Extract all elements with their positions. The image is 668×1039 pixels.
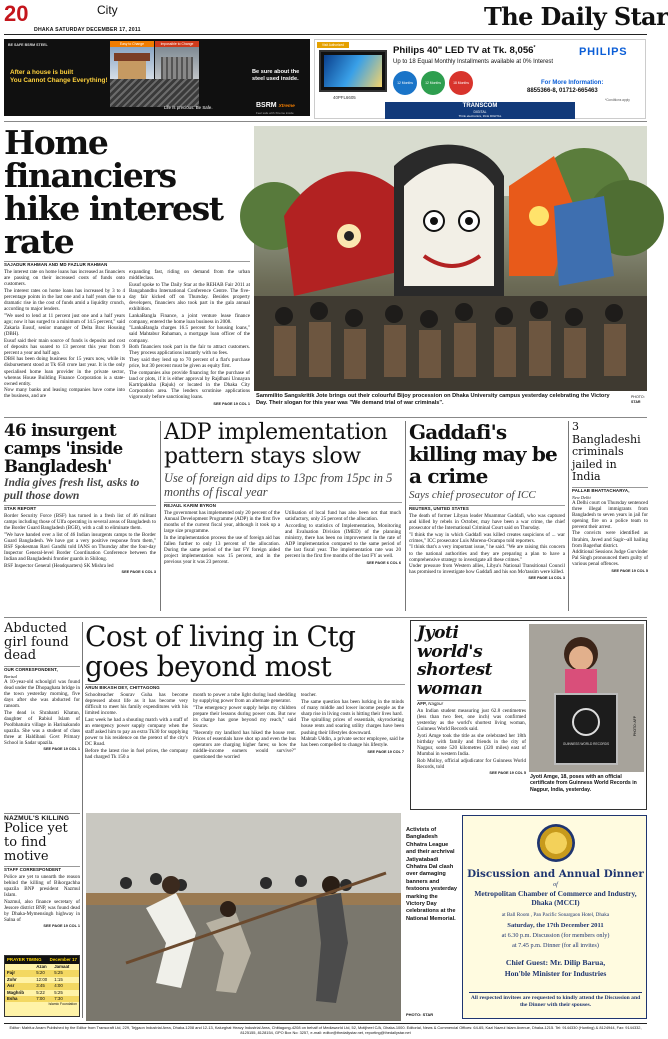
bsrm-brand: BSRM Xtreme	[256, 102, 295, 109]
paragraph: "I think that's a very important issue," he said. "We are raising this concern to the national authorities and they are preparing a plan to have a comprehensive strategy to investigate all these crimes."	[409, 544, 565, 563]
philips-badge: Visit Authorized	[317, 42, 349, 48]
insurgent-headline[interactable]: 46 insurgent camps 'inside Bangladesh'	[4, 420, 123, 476]
paragraph: Border Security Force (BSF) has turned in a fresh list of 46 militant camps including those of Ulfa operating in several areas of Bangladesh to the Border Guard Bangladesh (BGB), with a call to eliminate them.	[4, 513, 156, 532]
ctg-col-1	[85, 692, 188, 761]
mcci-guest: Chief Guest: Mr. Dilip Barua,	[505, 958, 606, 967]
police-text	[4, 874, 80, 923]
police-byline: STAFF CORRESPONDENT	[4, 866, 80, 873]
page-number: 20	[4, 1, 29, 26]
table-cell: 1:15	[54, 976, 63, 982]
philips-tv-image	[319, 50, 387, 92]
mcci-ad[interactable]	[462, 815, 647, 1019]
jyoti-photo	[529, 624, 644, 772]
paragraph: An Indian student measuring just 62.8 centimetres (less than two feet, one inch) was confirmed yesterday as the world's shortest living woman, Guinness World Records said.	[417, 708, 526, 733]
table-cell: Zohr	[7, 976, 17, 982]
paragraph: The death of former Libyan leader Muammar Gaddafi, who was captured and killed by rebels in October, may have been a war crime, the chief prosecutor of the International Criminal Court said on Thursday.	[409, 513, 565, 532]
ctg-byline: ARUN BIKASH DEY, CHITTAGONG	[85, 684, 405, 691]
abducted-dateline: Barisal	[4, 673, 17, 679]
tenure-badge: 12 Months	[421, 71, 445, 95]
paragraph: Eusuf spoke to The Daily Star at the REHAB Fair 2011 at Bangabandhu International Conference Centre. The five-day fair kicked off on Thursday. Besides property developers, financiers also took part in the gala annual exhibition.	[129, 281, 250, 313]
mcci-guest-role: Hon'ble Minister for Industries	[504, 969, 607, 978]
mcci-time-1: at 6.30 p.m. Discussion (for members only)	[501, 932, 610, 939]
jump-link[interactable]: SEE PAGE 6 COL 3	[121, 569, 156, 574]
paragraph: "Recently my landlord has hiked the house rent. Prices of essentials have shot up and even the bus operators are charging higher fares; so how the middle-income earners would survive?" questioned the worried	[193, 729, 296, 760]
paragraph: Schoolteacher Sourav Guha has become depressed about life as it has become very difficult to meet his family expenditures with his limited income.	[85, 692, 188, 717]
paragraph: Under pressure from Western allies, Libya's National Transitional Council has promised to investigate how Gaddafi and his son Mo'tassim were killed.	[409, 563, 565, 576]
table-cell: 5:20	[36, 970, 45, 976]
police-story	[4, 815, 80, 951]
gaddafi-story	[409, 421, 565, 616]
insurgent-story	[4, 421, 156, 616]
prayer-header	[5, 956, 79, 964]
table-cell: Esha	[7, 996, 18, 1002]
mcci-note: All respected invitees are requested to kindly attend the Discussion and the Dinner with their spouses.	[469, 992, 642, 1009]
section-rule-1	[4, 417, 647, 418]
paragraph: Last week he had a shouting match with a staff of an emergency power supply company when the staff asked him to pay an extra Tk30 for supplying power to his residence on the pretext of the city's DC Road.	[85, 716, 188, 748]
certificate-label: GUINNESS WORLD RECORDS	[562, 742, 610, 746]
transcom-sub: DIGITAL	[473, 110, 487, 114]
paragraph: According to statistics of Implementation, Monitoring and Evaluation Division (IMED) of the planning ministry, there has been no improvement in the rate of ADP implementation compared to the same period of the last fiscal year. The implementation rate was 20 percent in the first five months of the last FY as well.	[285, 522, 401, 560]
paragraph: "LankaBangla charges 16.5 percent for housing loans," said Mahtabur Rahaman, a mortgage loan officer of the company.	[129, 325, 250, 344]
jump-link[interactable]: SEE PAGE 19 COL 5	[611, 568, 648, 573]
ctg-headline[interactable]: Cost of living in Ctg goes beyond most	[85, 620, 356, 683]
table-cell: 5:25	[54, 989, 63, 995]
table-cell: 12:00	[36, 976, 48, 982]
paragraph: BSF Inspector General (Headquarters) SK Mishra led	[4, 562, 114, 569]
paragraph: Before the latest rise in fuel prices, the company had charged Tk 150 a	[85, 747, 188, 760]
jump-link[interactable]: SEE PAGE 19 COL 1	[43, 924, 80, 929]
jyoti-text	[417, 708, 526, 770]
tenure-badge: 18 Months	[449, 71, 473, 95]
column-rule-short	[4, 813, 80, 814]
mcci-of: of	[553, 882, 558, 888]
adp-col-1	[164, 510, 280, 566]
table-cell: Maghrib	[7, 989, 25, 995]
paragraph: The interest rates on home loans has increased by 3 to 4 percentage points in the last one and a half years due to a dramatic rise in the cost of funds amid a liquidity crunch, according to major lenders.	[4, 287, 125, 313]
paragraph: teacher.	[301, 692, 317, 698]
mcci-title: Discussion and Annual Dinner	[467, 868, 644, 880]
gaddafi-text	[409, 513, 565, 575]
police-kicker: NAZMUL'S KILLING	[4, 815, 70, 822]
jailed-story	[572, 421, 648, 616]
bsrm-house-easy	[110, 47, 154, 79]
jyoti-headline[interactable]: Jyoti world's shortest woman	[417, 623, 493, 699]
bsrm-house-hard	[155, 47, 199, 79]
bsrm-footer: Feel safe with Xtreme inside	[256, 111, 294, 115]
table-cell: Fajr	[7, 970, 16, 976]
adp-story	[164, 421, 402, 616]
lead-col-2	[129, 269, 250, 407]
table-cell: 7:00	[36, 996, 45, 1002]
mcci-time-2: at 7.45 p.m. Dinner (for all invites)	[512, 942, 599, 949]
paragraph: Now many banks and leasing companies have come into the business, and are	[4, 387, 125, 400]
prayer-timing-box	[4, 955, 80, 1017]
prayer-footnote: Islamic Foundation	[48, 1002, 77, 1007]
police-headline[interactable]: Police yet to find motive	[4, 821, 68, 864]
insurgent-deck: India gives fresh list, asks to pull those down	[4, 476, 140, 502]
paragraph: LankaBangla Finance, a joint venture lease finance company, entered the home loan business in 2008.	[129, 312, 250, 325]
gaddafi-deck: Says chief prosecutor of ICC	[409, 489, 536, 501]
jailed-headline[interactable]: 3 Bangladeshi criminals jailed in India	[572, 420, 641, 483]
abducted-byline: OUR CORRESPONDENT,	[4, 666, 80, 673]
paragraph: Jyoti Amge took the title as she celebrated her 18th birthday with family and friends in the city of Nagpur, some 520 kilometres (320 miles) east of Mumbai in western India.	[417, 732, 526, 758]
adp-headline[interactable]: ADP implementation pattern stays slow	[164, 420, 388, 469]
gaddafi-headline[interactable]: Gaddafi's killing may be a crime	[409, 420, 557, 488]
paragraph: DBH has been doing business for 15 years now, while its disbursement stood at Tk 650 crore last year. It is the only specialised home loan provider in the private sector, whereas House Building Finance Corporation is a state-owned entity.	[4, 356, 125, 387]
paragraph: Mahtab Uddin, a private sector employee, said he has been compelled to change his lifestyle.	[301, 736, 404, 749]
imprint-footer: Editor: Mahfuz Anam Published by the Editor from Transcraft Ltd, 229, Tejgaon Industrial Area, Dhaka-1208 and 12-13, Kalurghat Heavy Industrial Area, Chittagong-4208 on behalf of Mediaworld Ltd, 52, Motijheel C/A, Dhaka-1000. Editorial, News & Commercial Offices: 64-65, Kazi Nazrul Islam Avenue, Dhaka-1215. Tel: 9144330 (Hunting) & 8124944, Fax: 9144332, 8125155, 8128154, GPO Box No: 3257, e-mail: editor@thedailystar.net, reporting@thedailystar.net	[9, 1025, 642, 1035]
abducted-headline[interactable]: Abducted girl found dead	[4, 621, 69, 664]
paragraph: Additional Sessions Judge Gurvinder Pal Singh pronounced them guilty of various penal offences.	[572, 549, 648, 568]
philips-footnote: *Conditions apply	[605, 98, 630, 102]
footer-rule	[4, 1023, 647, 1024]
jailed-text	[572, 500, 648, 568]
lead-byline: SAJADUR RAHMAN AND MD FAZLUR RAHMAN	[4, 261, 250, 268]
paragraph: A 10-year-old schoolgirl was found dead under the Dhopaghata bridge in the town yesterday morning, five days after she was abducted for ransom.	[4, 678, 80, 710]
bsrm-steel-text: Be sure about the steel used inside.	[252, 69, 300, 82]
philips-tenure-list	[393, 71, 505, 99]
masthead	[0, 0, 668, 40]
jump-link[interactable]: SEE PAGE 6 COL 6	[366, 561, 401, 566]
bsrm-strip-hard: Impossible to Change	[155, 41, 199, 47]
transcom-logo: TRANSCOM	[462, 103, 498, 109]
section-rule-2	[4, 617, 647, 618]
paragraph: Eusuf said their main source of funds is deposits and cost of deposits has soared to 13 percent this year from 9 percent a year and half ago.	[4, 337, 125, 356]
bsrm-ad[interactable]	[4, 39, 310, 116]
philips-phones[interactable]: 8855366-8, 01712-665463	[527, 88, 598, 94]
dateline: DHAKA SATURDAY DECEMBER 17, 2011	[34, 27, 141, 33]
philips-info-label: For More Information:	[541, 80, 604, 86]
column-rule	[405, 421, 406, 611]
masthead-rule	[4, 34, 647, 35]
clash-credit: PHOTO: STAR	[406, 1012, 434, 1017]
paragraph: Both financiers took part in the fair to attract customers. They process applications instantly with no fees.	[129, 344, 250, 357]
procession-caption: Sammilito Sangskritik Jote brings out their colourful Bijoy procession on Dhaka University campus yesterday celebrating the Victory Day. Their slogan for this year was "We demand trial of war criminals".	[256, 393, 610, 406]
paragraph: Nazmul, also finance secretary of Jessore district BNP, was found dead by Dhaka-Mymensingh highway in Salna of	[4, 898, 80, 924]
transcom-bar	[385, 102, 575, 119]
ads-divider	[4, 121, 647, 122]
paper-logo: The Daily Star	[484, 2, 668, 31]
paragraph: Rob Molloy, official adjudicator for Guinness World Records, told	[417, 757, 526, 770]
jailed-dateline: New Delhi	[572, 494, 591, 500]
insurgent-text	[4, 513, 156, 569]
paragraph: Utilisation of local fund has also been not that much satisfactory, only 25 percent of the allocation.	[285, 510, 401, 523]
mcci-org: Metropolitan Chamber of Commerce and Industry, Dhaka (MCCI)	[474, 889, 637, 907]
tenure-badge: 12 Months	[393, 71, 417, 95]
table-cell: Asr	[7, 983, 15, 989]
transcom-tag: Think electronics, think DIGITAL	[458, 114, 502, 118]
column-rule	[568, 421, 569, 611]
procession-credit: PHOTO: STAR	[631, 395, 645, 404]
adp-byline: REJAUL KARIM BYRON	[164, 502, 402, 509]
jyoti-photo-credit: PHOTO: AFP	[633, 716, 637, 737]
ctg-story	[85, 622, 405, 806]
adp-deck: Use of foreign aid dips to 13pc from 15pc in 5 months of fiscal year	[164, 471, 393, 499]
table-cell: 7:30	[54, 996, 63, 1002]
table-cell: 5:22	[36, 989, 45, 995]
gaddafi-byline: REUTERS, UNITED STATES	[409, 505, 565, 512]
prayer-title: PRAYER TIMING	[7, 957, 42, 962]
ctg-col-2	[193, 692, 296, 761]
paragraph: The convicts were identified as Ibrahim, Javed and Sagir--all hailing from Bagerhat district.	[572, 530, 648, 549]
paragraph: The spiralling prices of essentials, skyrocketing house rents and soaring utility charges have been pushing their lifestyles downward.	[301, 717, 404, 736]
jump-link[interactable]: SEE PAGE 19 COL 7	[367, 750, 404, 755]
lead-headline[interactable]: Home financiers hike interest rate	[4, 123, 223, 261]
table-header: Jamaat	[54, 964, 70, 969]
mcci-venue: at Ball Room , Pan Pacific Sonargaon Hotel, Dhaka	[501, 912, 610, 918]
table-cell: 3:45	[36, 983, 45, 989]
philips-subline: Up to 18 Equal Monthly Installments available at 0% Interest	[393, 59, 554, 65]
paragraph: They said they lend up to 70 percent of a flat's purchase price, but 30 percent must be given as equity first.	[129, 356, 250, 369]
paragraph: "We have handed over a list of 46 Indian insurgents camps to the Border Guard Bangladesh. We have got a very positive response from them," BSF Spokesman Ravi Gandhi told IANS on Thursday after the four-day Inspector General-level Border Coordination Conference between the Indian and Bangladeshi frontier guards in Shilong.	[4, 531, 156, 563]
procession-illustration	[254, 126, 647, 391]
jyoti-caption: Jyoti Amge, 18, poses with an official certificate from Guinness World Records in Nagpur, India, yesterday.	[530, 774, 637, 793]
table-header: Azan	[36, 964, 47, 969]
jyoti-illustration	[529, 624, 644, 772]
philips-logo: PHILIPS	[579, 46, 628, 58]
clash-caption: Activists of Bangladesh Chhatra League and their archrival Jatiyatabadi Chhatra Dal clash over damaging banners and festoons yesterday marking the Victory Day celebrations at the National Memorial.	[406, 827, 457, 922]
bsrm-life-text: Life is precious. Be Safe.	[164, 105, 213, 110]
jyoti-story	[410, 620, 647, 810]
philips-model: 40PFL6605	[333, 95, 356, 100]
bsrm-small-logo: BE SAFE BSRM STEEL	[8, 43, 48, 47]
insurgent-byline: STAR REPORT	[4, 505, 156, 512]
philips-ad[interactable]	[314, 39, 646, 119]
jailed-byline: PALLAB BHATTACHARYA,	[572, 487, 648, 494]
mcci-logo-seal	[537, 824, 575, 862]
paragraph: "We used to lend at 11 percent just one and a half years ago; now it has surged to a minimum of 14.5 percent," said Zakaria Eusuf, senior manager of Delta Brac Housing (DBH).	[4, 312, 125, 337]
abducted-text	[4, 679, 80, 747]
jump-link[interactable]: SEE PAGE 19 COL 1	[213, 401, 250, 406]
clash-illustration	[86, 813, 401, 1021]
bsrm-strip-easy: Easy to Change	[110, 41, 154, 47]
lead-story	[4, 123, 250, 416]
section-name: City	[97, 3, 118, 17]
jump-link[interactable]: SEE PAGE 19 COL 1	[43, 747, 80, 752]
abducted-story	[4, 622, 80, 812]
paragraph: month to power a tube light during load shedding by supplying power from an alternate generator.	[193, 692, 296, 705]
paragraph: "The emergency power supply helps my children prepare their lessons during power cuts. But now its charge has gone beyond my reach," said Sourav.	[193, 704, 296, 729]
paragraph: A Delhi court on Thursday sentenced three illegal immigrants from Bangladesh to seven years in jail for opening fire on a police team to prevent their arrest.	[572, 499, 648, 530]
table-cell: 5:25	[54, 970, 63, 976]
paragraph: "I think the way in which Gaddafi was killed creates suspicions of ... war crimes," ICC prosecutor Luis Moreno-Ocampo told reporters.	[409, 531, 565, 544]
paragraph: The interest rate on home loans has increased as financiers are passing on their increased costs of funds onto customers.	[4, 269, 125, 288]
clash-photo	[86, 813, 401, 1021]
paragraph: In the implementation process the use of foreign aid has fallen further to only 13 percent of the allocation. During the same period of the last FY foreign aided project implementation was 15 percent, and in the previous year it was 23 percent.	[164, 534, 280, 566]
prayer-date: December 17	[49, 957, 77, 962]
philips-headline: Philips 40" LED TV at Tk. 8,056*	[393, 45, 536, 57]
jump-link[interactable]: SEE PAGE 14 COL 3	[528, 576, 565, 581]
column-rule	[82, 622, 83, 1018]
lead-col-1	[4, 269, 125, 407]
table-cell: 4:00	[54, 983, 63, 989]
paragraph: The same question has been lurking in the minds of many middle and lower income people as the sharp rise in living costs is hitting their lives hard.	[301, 698, 404, 717]
paragraph: The dead is Shrabanti Khatun, daughter of Rabiul Islam of Poolbhatuira village in Harinakundo upazila. She was a student of class three at Haldibani Govt Primary School in Sadar upazila.	[4, 709, 80, 747]
paragraph: The companies also provide financing for the purchase of land or plots, if it is either approval by Rajdhani Unnayan Kartripakkha (Rajuk) or located in the Dhaka City Corporation area. The lenders scrutinise applications vigorously before sanctioning loans.	[129, 369, 250, 400]
paragraph: The government has implemented only 20 percent of the Annual Development Programme (ADP) in the first five months of the current fiscal year, although it took up a large size programme.	[164, 510, 280, 535]
paragraph: expanding fast, riding on demand from the urban middleclass.	[129, 269, 250, 282]
column-rule	[160, 421, 161, 611]
mcci-date: Saturday, the 17th December 2011	[507, 922, 604, 929]
prayer-table	[5, 964, 79, 1002]
bsrm-steel-render	[110, 79, 199, 107]
jyoti-byline: AFP, Nagpur	[417, 700, 526, 707]
procession-photo	[254, 126, 647, 391]
paragraph: Police are yet to unearth the reason behind the killing of Bikorgachha upazila BNP president Nazmul Islam.	[4, 874, 80, 899]
adp-col-2	[285, 510, 401, 566]
ctg-col-3	[301, 692, 404, 761]
jump-link[interactable]: SEE PAGE 19 COL 5	[489, 770, 526, 775]
bsrm-tagline: After a house is built You Cannot Change Everything!	[10, 69, 108, 84]
jyoti-text-block	[417, 624, 526, 808]
